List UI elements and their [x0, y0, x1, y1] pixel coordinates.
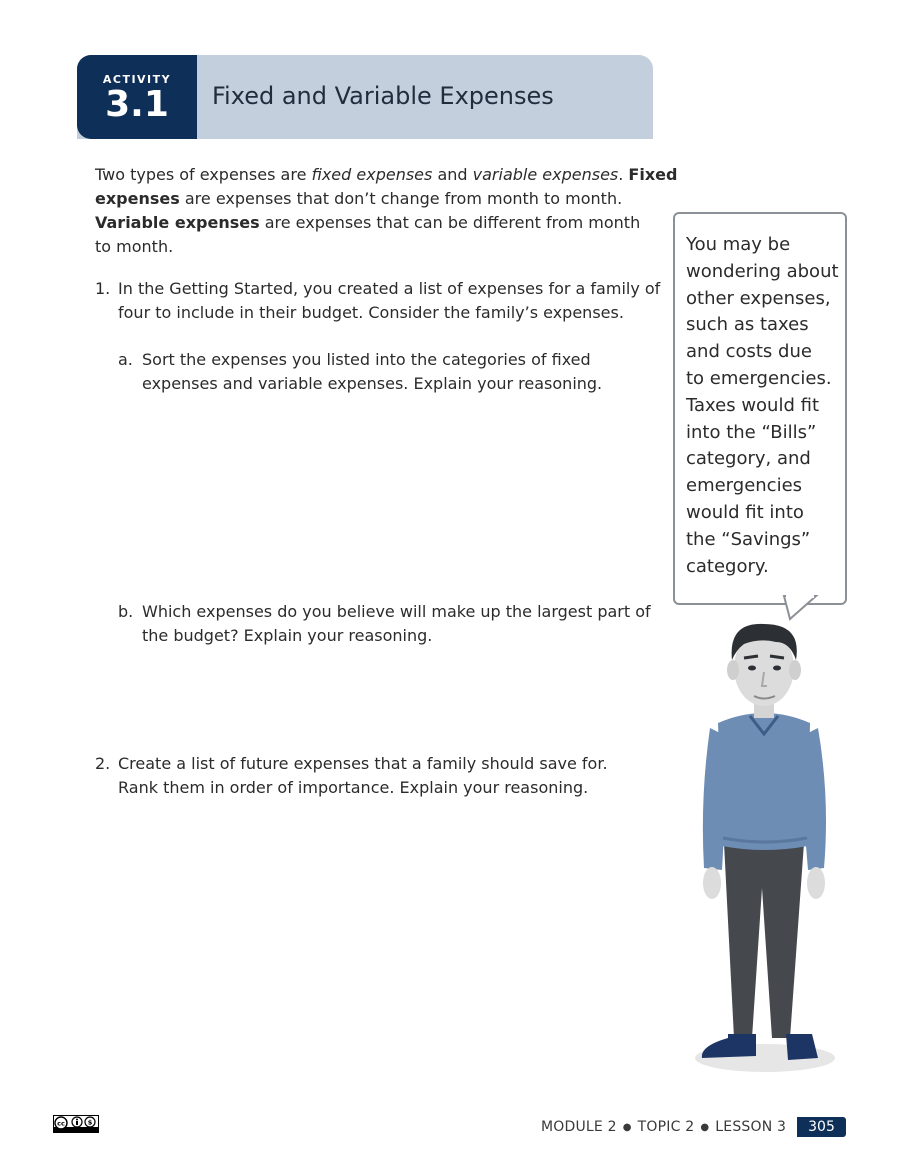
footer-topic: TOPIC 2 — [637, 1119, 695, 1135]
callout-line: category, and — [686, 448, 811, 470]
question-1b-line-1: Which expenses do you believe will make up the largest part of — [142, 602, 651, 621]
callout-line: such as taxes — [686, 314, 809, 336]
intro-text: . — [618, 165, 629, 184]
footer-module: MODULE 2 — [541, 1119, 617, 1135]
intro-text: are expenses that can be different from month — [259, 213, 641, 232]
question-2-line-2: Rank them in order of importance. Explain your reasoning. — [118, 778, 589, 797]
activity-title: Fixed and Variable Expenses — [212, 82, 554, 110]
callout-line: Taxes would fit — [686, 394, 820, 416]
question-1a-letter: a. — [118, 350, 133, 369]
question-1b-letter: b. — [118, 602, 134, 621]
question-1a-line-1: Sort the expenses you listed into the categories of fixed — [142, 350, 591, 369]
callout-line: You may be — [686, 234, 791, 255]
question-1b-text — [142, 600, 651, 648]
footer-lesson: LESSON 3 — [715, 1119, 787, 1135]
activity-header — [77, 55, 653, 139]
term-variable-italic: variable expenses — [472, 165, 619, 184]
intro-line-3 — [95, 211, 643, 235]
intro-line-4: to month. — [95, 237, 174, 256]
intro-line-1 — [95, 163, 678, 187]
bullet-separator-icon: ● — [700, 1122, 710, 1133]
intro-paragraph — [95, 163, 678, 259]
callout-line: to emergencies. — [686, 367, 832, 389]
question-1a-line-2: expenses and variable expenses. Explain your reasoning. — [142, 374, 603, 393]
speech-bubble-callout — [673, 212, 847, 605]
activity-label: ACTIVITY — [102, 73, 172, 86]
term-fixed-italic: fixed expenses — [311, 165, 433, 184]
question-1-number: 1. — [95, 279, 111, 298]
term-expenses-bold: expenses — [95, 189, 180, 208]
callout-line: would fit into — [686, 501, 804, 523]
intro-line-2 — [95, 187, 643, 211]
term-fixed-bold: Fixed — [628, 165, 678, 184]
callout-line: wondering about — [686, 260, 839, 282]
question-1-line-1: In the Getting Started, you created a list of expenses for a family of — [118, 279, 661, 298]
activity-number: 3.1 — [105, 84, 169, 125]
question-1a-text — [142, 348, 602, 396]
callout-line: into the “Bills” — [686, 421, 817, 443]
question-2-text — [118, 752, 608, 800]
question-2-line-1: Create a list of future expenses that a family should save for. — [118, 754, 608, 773]
callout-line: other expenses, — [686, 287, 831, 309]
question-1-line-2: four to include in their budget. Consider the family’s expenses. — [118, 303, 624, 322]
creative-commons-by-nc-icon — [53, 1115, 99, 1133]
svg-text:$: $ — [87, 1118, 93, 1127]
question-1b-line-2: the budget? Explain your reasoning. — [142, 626, 433, 645]
callout-line: emergencies — [686, 475, 803, 497]
intro-text: Two types of expenses are — [95, 165, 312, 184]
callout-line: and costs due — [686, 341, 812, 363]
intro-text: are expenses that don’t change from month to month. — [179, 189, 623, 208]
bullet-separator-icon: ● — [622, 1122, 632, 1133]
student-character-illustration — [690, 598, 840, 1083]
intro-text: and — [432, 165, 473, 184]
page-number: 305 — [797, 1117, 846, 1137]
callout-line: category. — [686, 555, 769, 577]
term-variable-bold: Variable expenses — [95, 213, 260, 232]
activity-badge — [77, 55, 197, 139]
footer-breadcrumb — [541, 1118, 786, 1137]
cc-mark: cc — [57, 1119, 65, 1128]
question-2-number: 2. — [95, 754, 111, 773]
callout-line: the “Savings” — [686, 528, 811, 550]
question-1-text — [118, 277, 660, 325]
